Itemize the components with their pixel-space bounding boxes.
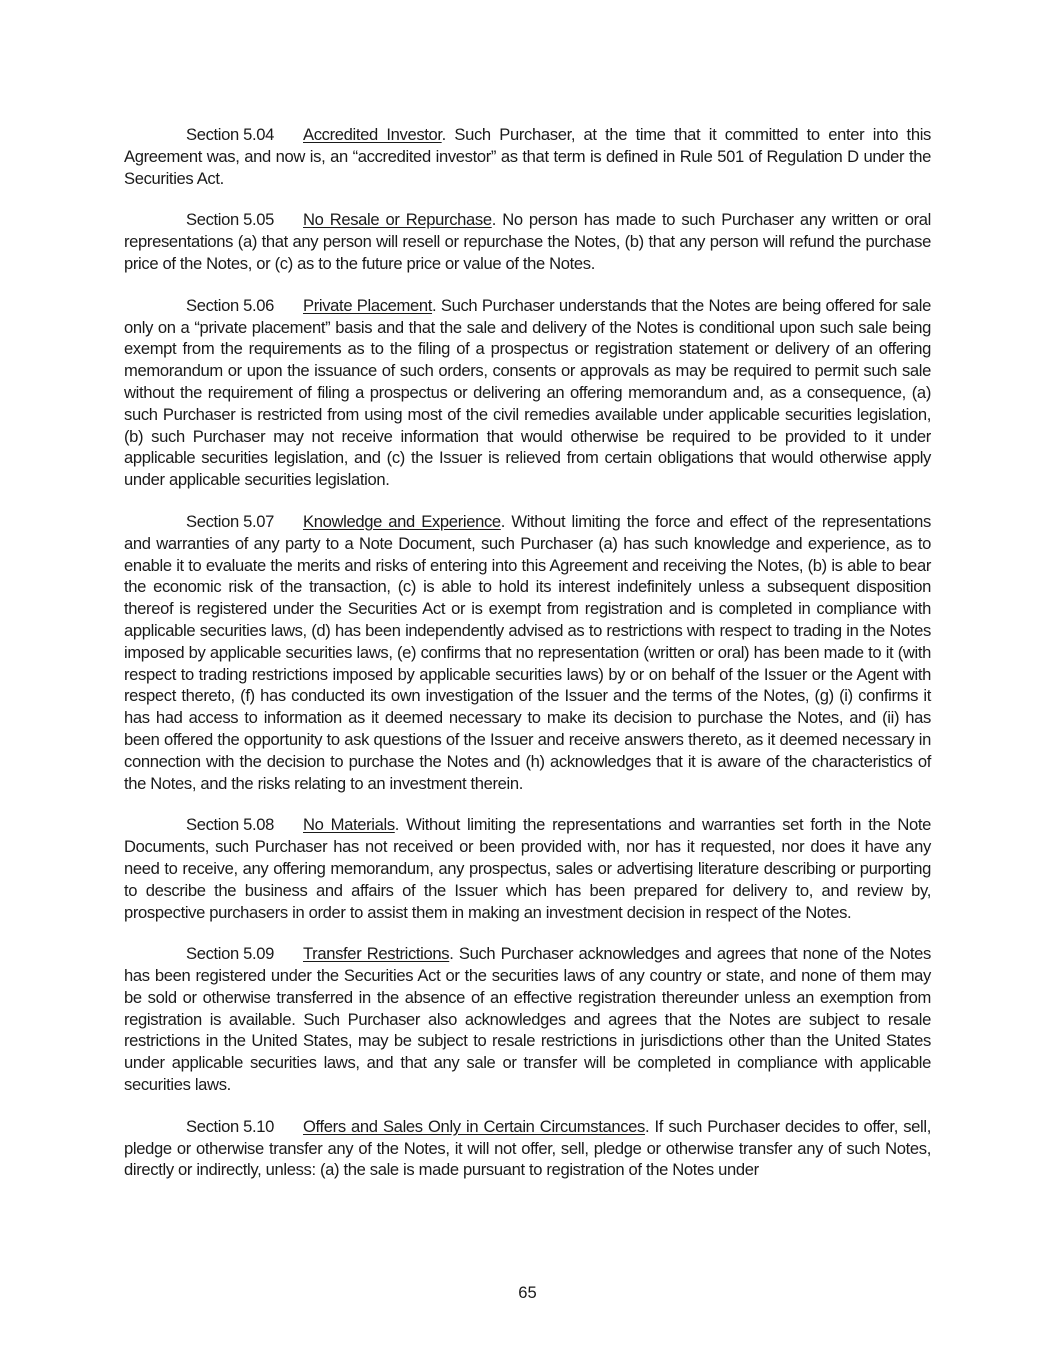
section-number: Section 5.05 (186, 210, 275, 230)
section-number: Section 5.10 (186, 1116, 275, 1136)
section-5-04 (124, 124, 931, 189)
section-5-09 (124, 943, 931, 1096)
section-body: If such Purchaser decides to offer, sell, pledge or otherwise transfer any of the Notes, it will not offer, sell, pledge or otherwise transfer any of such Notes, directly or indirectly, unless: (a) the sale is made pursuant to registration of the Notes under (124, 1116, 931, 1180)
section-title-punct: . (491, 210, 496, 230)
section-number: Section 5.04 (186, 125, 275, 144)
section-number: Section 5.09 (186, 944, 275, 964)
section-body: No person has made to such Purchaser any written or oral representations (a) that any person will resell or repurchase the Notes, (b) that any person will refund the purchase price of the Notes, or (c) as to the future price or value of the Notes. (124, 210, 931, 273)
section-title: Offers and Sales Only in Certain Circumstances (303, 1116, 645, 1136)
page-content (124, 124, 931, 1201)
section-title-punct: . (449, 944, 454, 964)
section-body: Without limiting the force and effect of the representations and warranties of any party to a Note Document, such Purchaser (a) has such knowledge and experience, as to enable it to evaluate the merits and risks of entering into this Agreement and receiving the Notes, (b) is able to bear the economic risk of the transaction, (c) is able to hold its interest indefinitely unless a subsequent disposition thereof is registered under the Securities Act or is exempt from registration and is completed in compliance with applicable securities laws, (d) has been independently advised as to restrictions with respect to trading in the Notes imposed by applicable securities laws, (e) confirms that no representation (written or oral) has been made to it (with respect to trading restrictions imposed by applicable securities laws) by or on behalf of the Issuer or the Agent with respect thereto, (f) has conducted its own investigation of the Issuer and the terms of the Notes, (g) (i) confirms it has had access to information as it deemed necessary to make its decision to purchase the Notes, and (ii) has been offered the opportunity to ask questions of the Issuer and receive answers thereto, as it deemed necessary in connection with the decision to purchase the Notes and (h) acknowledges that it is aware of the characteristics of the Notes, and the risks relating to an investment therein. (124, 511, 931, 793)
section-body: Such Purchaser, at the time that it committed to enter into this Agreement was, and now is, an “accredited investor” as that term is defined in Rule 501 of Regulation D under the Securities Act. (124, 125, 931, 188)
section-body: Without limiting the representations and warranties set forth in the Note Documents, such Purchaser has not received or been provided with, nor has it requested, nor does it have any need to receive, any offering memorandum, any prospectus, sales or advertising literature describing or purporting to describe the business and affairs of the Issuer which has been prepared for delivery to, and review by, prospective purchasers in order to assist them in making an investment decision in respect of the Notes. (124, 815, 931, 922)
section-title: Accredited Investor (303, 125, 442, 144)
section-5-05 (124, 209, 931, 274)
section-number: Section 5.07 (186, 511, 275, 531)
section-title: No Materials (303, 815, 395, 835)
section-title-punct: . (500, 511, 506, 531)
section-5-10 (124, 1116, 931, 1181)
section-number: Section 5.08 (186, 815, 275, 835)
section-title-punct: . (432, 295, 437, 315)
section-title-punct: . (394, 815, 400, 835)
section-title-punct: . (645, 1116, 650, 1136)
section-title-punct: . (441, 125, 446, 144)
section-title: Private Placement (303, 295, 433, 315)
section-5-07 (124, 511, 931, 794)
section-title: Knowledge and Experience (303, 511, 501, 531)
section-5-06 (124, 295, 931, 491)
section-body: Such Purchaser acknowledges and agrees that none of the Notes has been registered under the Securities Act or the securities laws of any country or state, and none of them may be sold or otherwise transferred in the absence of an effective registration thereunder unless an exemption from registration is available. Such Purchaser also acknowledges and agrees that the Notes are subject to resale restrictions in the United States, may be subject to resale restrictions in jurisdictions other than the United States under applicable securities laws, and that any sale or transfer will be completed in compliance with applicable securities laws. (124, 944, 931, 1095)
section-title: Transfer Restrictions (303, 944, 450, 964)
section-title: No Resale or Repurchase (303, 210, 492, 230)
section-body: Such Purchaser understands that the Notes are being offered for sale only on a “private placement” basis and that the sale and delivery of the Notes is conditional upon such sale being exempt from the requirements as to the filing of a prospectus or registration statement or delivery of an offering memorandum or upon the issuance of such orders, consents or approvals as may be required to permit such sale without the requirement of filing a prospectus or delivering an offering memorandum and, as a consequence, (a) such Purchaser is restricted from using most of the civil remedies available under applicable securities legislation, (b) such Purchaser may not receive information that would otherwise be required to be provided to it under applicable securities legislation, and (c) the Issuer is relieved from certain obligations that would otherwise apply under applicable securities legislation. (124, 295, 931, 490)
page-number: 65 (518, 1283, 537, 1302)
section-number: Section 5.06 (186, 295, 275, 315)
section-5-08 (124, 814, 931, 923)
